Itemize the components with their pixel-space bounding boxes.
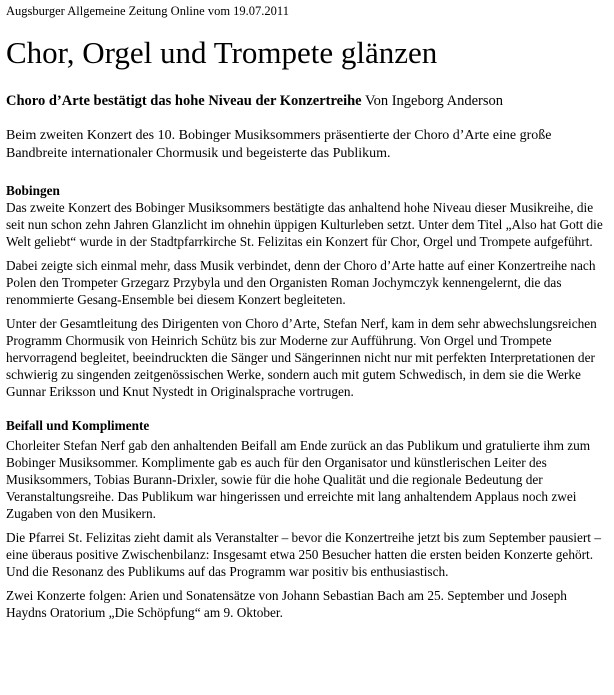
- subhead-bobingen: Bobingen: [6, 183, 60, 198]
- byline: Von Ingeborg Anderson: [361, 93, 503, 109]
- body-paragraph: Die Pfarrei St. Felizitas zieht damit als Veranstalter – bevor die Konzertreihe jetzt bis zum September pausiert – eine überaus positive Zwischenbilanz: Insgesamt etwa 250 Besucher hatten die ersten beiden Konzerte gehört. Und die Resonanz des Publikums auf das Programm war positiv bis enthusiastisch.: [6, 530, 601, 579]
- headline: Chor, Orgel und Trompete glänzen: [6, 35, 438, 70]
- body-paragraph: Das zweite Konzert des Bobinger Musiksommers bestätigte das anhaltend hohe Niveau dieser Musikreihe, die seit nun schon zehn Jahren Glanzlicht im ohnehin üppigen Kulturleben setzt. Unter dem Titel „Also hat Gott die Welt geliebt“ wurde in der Stadtpfarrkirche St. Felizitas ein Konzert für Chor, Orgel und Trompete aufgeführt.: [6, 200, 603, 249]
- section-gap: [6, 407, 610, 417]
- deck-line: [6, 92, 503, 110]
- body-paragraph: Chorleiter Stefan Nerf gab den anhaltenden Beifall am Ende zurück an das Publikum und gratulierte ihm zum Bobinger Musiksommer. Komplimente gab es auch für den Organisator und künstlerischen Leiter des Musiksommers, Tobias Burann-Drixler, sowie für die hohe Qualität und die regionale Bedeutung der Veranstaltungsreihe. Das Publikum war hingerissen und erreichte mit lang anhaltendem Applaus noch zwei Zugaben von den Musikern.: [6, 438, 591, 521]
- article-body: [6, 182, 610, 628]
- subhead-beifall: Beifall und Komplimente: [6, 418, 150, 433]
- body-paragraph: Dabei zeigte sich einmal mehr, dass Musik verbindet, denn der Choro d’Arte hatte auf einer Konzertreihe nach Polen den Trompeter Grzegarz Przybyla und den Organisten Roman Jochymczyk kennengelernt, die das renommierte Gesang-Ensemble bei diesem Konzert begleiteten.: [6, 258, 596, 307]
- lead-paragraph: Beim zweiten Konzert des 10. Bobinger Musiksommers präsentierte der Choro d’Arte eine große Bandbreite internationaler Chormusik und begeisterte das Publikum.: [6, 128, 552, 161]
- source-line: Augsburger Allgemeine Zeitung Online vom 19.07.2011: [6, 4, 289, 18]
- body-paragraph: Zwei Konzerte folgen: Arien und Sonatensätze von Johann Sebastian Bach am 25. September und Joseph Haydns Oratorium „Die Schöpfung“ am 9. Oktober.: [6, 588, 567, 620]
- deck-title: Choro d’Arte bestätigt das hohe Niveau der Konzertreihe: [6, 93, 362, 109]
- body-paragraph: Unter der Gesamtleitung des Dirigenten von Choro d’Arte, Stefan Nerf, kam in dem sehr abwechslungsreichen Programm Chormusik von Heinrich Schütz bis zur Moderne zur Aufführung. Von Orgel und Trompete hervorragend begleitet, beeindruckten die Sänger und Sängerinnen nicht nur mit perfekten Interpretationen der schwierig zu singenden zeitgenössischen Werke, sondern auch mit gutem Schwedisch, in dem sie die Werke Gunnar Eriksson und Knut Nystedt in Originalsprache vortrugen.: [6, 316, 597, 399]
